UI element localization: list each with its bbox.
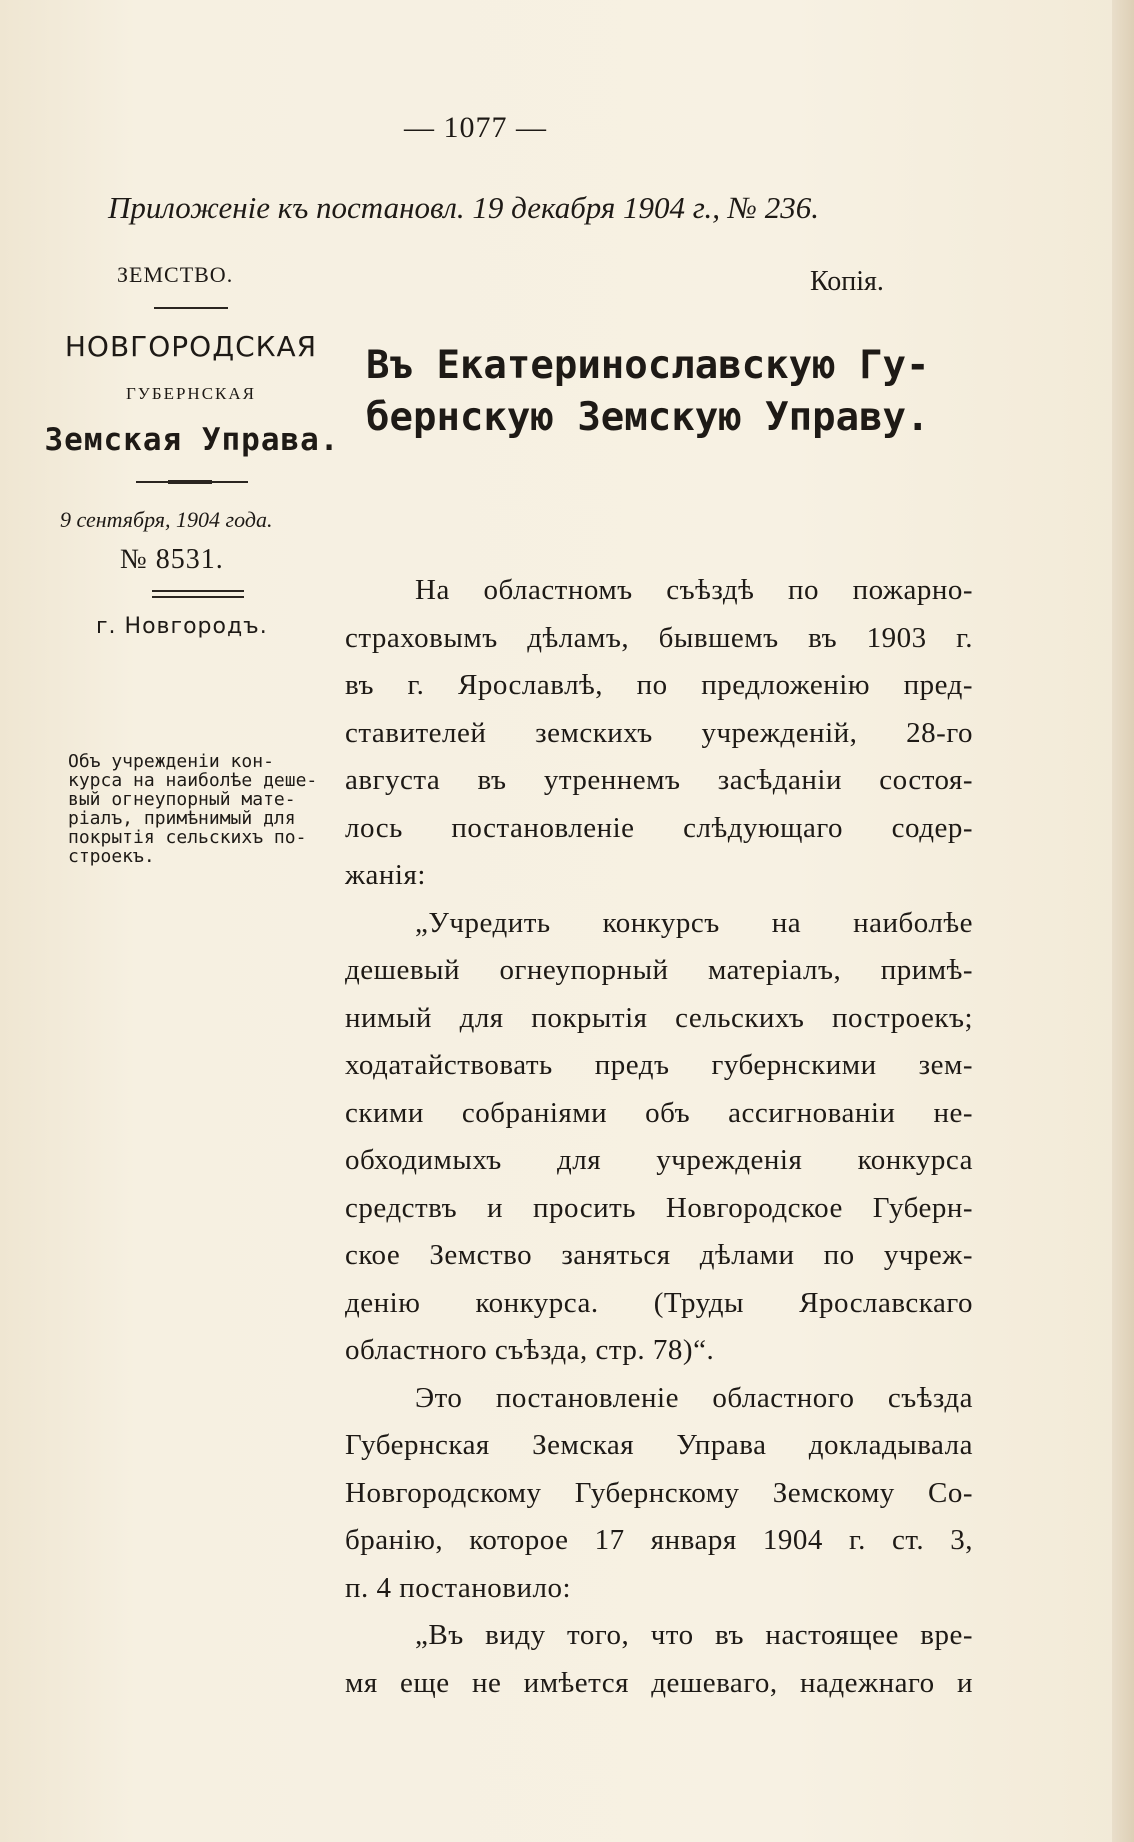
margin-note [68,752,336,866]
body-line: ское Земство заняться дѣлами по учреж- [345,1239,973,1271]
body-line: нимый для покрытія сельскихъ построекъ; [345,1001,973,1034]
body-line: п. 4 постановило: [345,1571,572,1604]
letterhead-date: 9 сентября, 1904 года. [60,507,273,532]
margin-note-line: вый огнеупорный мате- [68,789,296,810]
margin-note-line: покрытія сельскихъ по- [68,827,307,848]
body-line: въ г. Ярославлѣ, по предложенію пред- [345,669,973,701]
body-line: средствъ и просить Новгородское Губерн- [345,1191,973,1224]
body-line: „Въ виду того, что въ настоящее вре- [415,1619,973,1651]
body-line: Новгородскому Губернскому Земскому Со- [345,1476,973,1509]
body-line: денію конкурса. (Труды Ярославскаго [345,1286,973,1319]
body-line: скими собраніями объ ассигнованіи не- [345,1096,973,1129]
copy-mark: Копія. [810,266,884,297]
letterhead-gubernskaya: ГУБЕРНСКАЯ [125,384,257,403]
body-line: На областномъ съѣздѣ по пожарно- [415,574,973,606]
body-line: Это постановленіе областного съѣзда [415,1381,973,1414]
letterhead-province: НОВГОРОДСКАЯ [64,330,318,363]
addressee-line: бернскую Земскую Управу. [366,395,930,440]
divider-accent [168,480,212,484]
body-line: „Учредить конкурсъ на наиболѣе [415,906,973,939]
body-line: дешевый огнеупорный матеріалъ, примѣ- [345,954,973,986]
divider [152,596,244,598]
body-line: мя еще не имѣется дешеваго, надежнаго и [345,1666,973,1699]
body-line: ходатайствовать предъ губернскими зем- [345,1049,973,1081]
letterhead-board: Земская Управа. [44,422,340,458]
addressee-line: Въ Екатеринославскую Гу- [366,343,930,388]
body-line: обходимыхъ для учрежденія конкурса [345,1144,973,1176]
body-line: ставителей земскихъ учрежденій, 28-го [345,716,973,749]
page-number: — 1077 — [404,111,547,144]
body-line: августа въ утреннемъ засѣданіи состоя- [345,764,973,796]
margin-note-line: курса на наиболѣе деше- [68,770,318,791]
page-edge [1112,0,1134,1842]
margin-note-line: Объ учрежденіи кон- [68,751,274,772]
body-line: бранію, которое 17 января 1904 г. ст. 3, [345,1524,973,1556]
letter-body [345,567,973,1707]
letterhead-zemstvo: ЗЕМСТВО. [117,262,234,287]
body-line: Губернская Земская Управа докладывала [345,1429,973,1461]
letterhead-number: № 8531. [120,544,224,575]
letterhead-city: г. Новгородъ. [96,614,268,639]
body-line: областного съѣзда, стр. 78)“. [345,1334,715,1366]
body-line: лось постановленіе слѣдующаго содер- [345,811,973,844]
divider [154,307,228,309]
body-line: страховымъ дѣламъ, бывшемъ въ 1903 г. [345,621,973,654]
appendix-line: Приложеніе къ постановл. 19 декабря 1904 г., № 236. [108,190,819,225]
divider [152,590,244,592]
addressee [366,340,930,444]
margin-note-line: ріалъ, примѣнимый для [68,808,296,829]
body-line: жанія: [345,859,426,891]
margin-note-line: строекъ. [68,846,155,867]
